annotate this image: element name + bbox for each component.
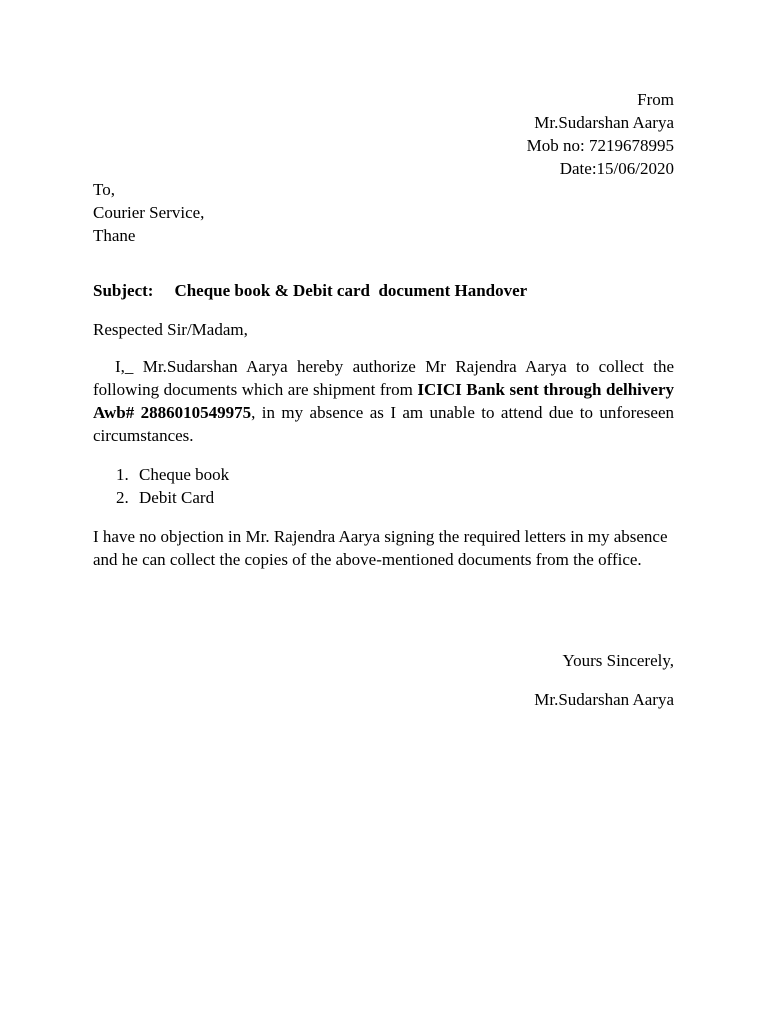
list-item: [116, 486, 229, 509]
sender-block: [527, 88, 674, 180]
letter-date: Date:15/06/2020: [559, 159, 674, 178]
closing-line: Yours Sincerely,: [562, 651, 674, 670]
body-text-part-1: I,_ Mr.Sudarshan Aarya hereby authorize Mr Rajendra Aarya to collect the following documents which are shipment from: [93, 357, 674, 399]
from-label: From: [637, 90, 674, 109]
recipient-line-1: Courier Service,: [93, 203, 205, 222]
sender-name: Mr.Sudarshan Aarya: [534, 113, 674, 132]
body-paragraph: [93, 355, 674, 447]
to-label: To,: [93, 180, 115, 199]
list-item: [116, 463, 229, 486]
body-text-part-2: , in my absence as I am unable to attend due to unforeseen circumstances.: [93, 403, 674, 445]
document-list: [116, 463, 229, 509]
body-bold-shipment-details: ICICI Bank sent through delhivery Awb# 2886010549975: [93, 380, 674, 422]
subject-label: Subject:: [93, 281, 154, 300]
list-item-label: Cheque book: [139, 465, 230, 484]
signature-name: Mr.Sudarshan Aarya: [534, 690, 674, 709]
sender-mobile: Mob no: 7219678995: [526, 136, 674, 155]
objection-paragraph: I have no objection in Mr. Rajendra Aarya signing the required letters in my absence and he can collect the copies of the above-mentioned documents from the office.: [93, 527, 668, 569]
list-item-number: 1.: [116, 465, 129, 484]
list-item-number: 2.: [116, 488, 129, 507]
subject-line: [93, 279, 527, 302]
recipient-line-2: Thane: [93, 226, 136, 245]
subject-text: Cheque book & Debit card document Handover: [174, 281, 528, 300]
recipient-block: [93, 178, 204, 247]
salutation: Respected Sir/Madam,: [93, 320, 248, 339]
list-item-label: Debit Card: [139, 488, 215, 507]
